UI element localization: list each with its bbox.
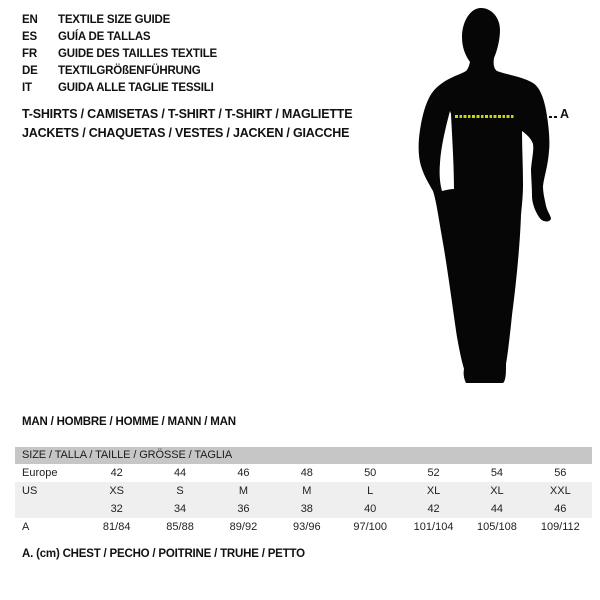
row-label: US [22,485,38,497]
table-cell: 52 [427,467,440,479]
table-cell: 54 [490,467,504,479]
measure-label-a: A [560,107,570,121]
list-item [22,29,217,46]
language-code: IT [22,82,32,94]
category-line-jackets: JACKETS / CHAQUETAS / VESTES / JACKEN / GIACCHE [22,126,350,140]
table-cell: 44 [173,467,187,479]
size-table-header: SIZE / TALLA / TAILLE / GRÖSSE / TAGLIA [15,447,592,464]
man-silhouette-body [419,8,551,383]
list-item [22,63,217,80]
table-cell: XXL [549,485,571,497]
list-item [22,12,217,29]
language-label: TEXTILE SIZE GUIDE [58,14,171,26]
table-cell: 46 [554,503,567,515]
table-cell: 40 [364,503,377,515]
size-table [15,447,592,536]
table-cell: 34 [173,503,187,515]
table-cell: 38 [300,503,313,515]
table-cell: 36 [237,503,250,515]
language-code: DE [22,65,38,77]
language-code: EN [22,14,38,26]
table-cell: 101/104 [413,521,454,533]
language-code: ES [22,31,37,43]
table-cell: M [302,485,312,497]
table-cell: XS [109,485,125,497]
table-cell: 85/88 [166,521,194,533]
table-cell: 48 [300,467,313,479]
table-cell: XL [426,485,441,497]
chest-measure-dashed-line [455,115,514,118]
table-cell: 42 [110,467,123,479]
table-cell: 50 [364,467,377,479]
table-cell: 89/92 [229,521,258,533]
table-cell: 109/112 [540,521,580,533]
measurement-footnote: A. (cm) CHEST / PECHO / POITRINE / TRUHE / PETTO [22,548,305,560]
table-cell: 32 [110,503,123,515]
table-cell: 56 [554,467,567,479]
row-label: A [22,521,30,533]
list-item [22,46,217,63]
table-cell: S [176,485,184,497]
man-silhouette-image [390,0,600,410]
table-cell: 46 [237,467,250,479]
language-label: GUIDE DES TAILLES TEXTILE [58,48,217,60]
category-line-tshirts: T-SHIRTS / CAMISETAS / T-SHIRT / T-SHIRT / MAGLIETTE [22,107,353,121]
language-label: GUÍA DE TALLAS [58,31,151,43]
section-title-man: MAN / HOMBRE / HOMME / MANN / MAN [22,416,236,428]
language-code: FR [22,48,37,60]
table-cell: 105/108 [477,521,517,533]
language-label: TEXTILGRÖßENFÜHRUNG [58,65,201,77]
table-cell: 42 [427,503,440,515]
language-guide-list [22,12,217,97]
table-cell: 93/96 [293,521,321,533]
table-cell: 44 [490,503,504,515]
table-row-chest-a [15,518,592,536]
table-cell: 81/84 [102,521,131,533]
table-cell: L [367,485,374,497]
table-row-us [15,482,592,500]
table-cell: 97/100 [353,521,388,533]
category-lines [22,105,352,143]
table-cell: M [238,485,249,497]
row-label: Europe [22,467,58,479]
list-item [22,80,217,97]
table-row-europe [15,464,592,482]
table-cell: XL [490,485,504,497]
language-label: GUIDA ALLE TAGLIE TESSILI [58,82,214,94]
table-row-uk [15,500,592,518]
measure-leader-line [544,116,558,118]
row-label [15,500,85,518]
